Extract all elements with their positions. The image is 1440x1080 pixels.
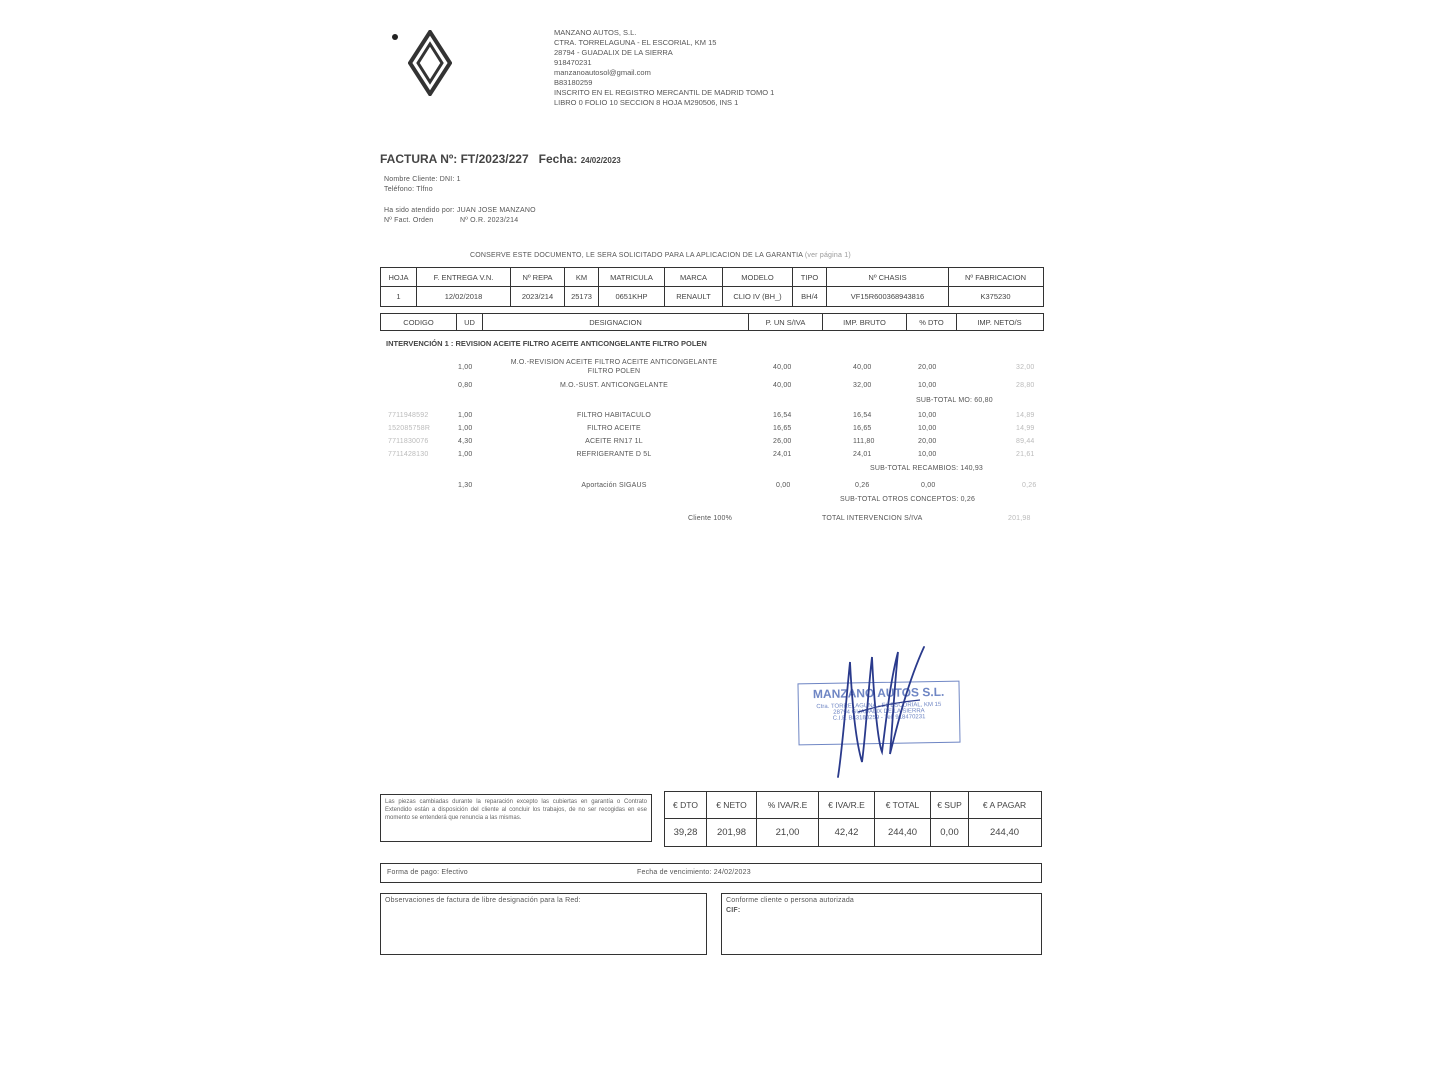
totals-table	[664, 791, 1042, 847]
subtotal-other: SUB-TOTAL OTROS CONCEPTOS: 0,26	[840, 496, 976, 503]
part-code: 152085758R	[388, 425, 431, 432]
stamp-name: MANZANO AUTOS S.L.	[812, 684, 945, 702]
vehicle-data-cell: RENAULT	[665, 287, 723, 306]
warranty-note	[470, 252, 851, 259]
subtotal-parts: SUB-TOTAL RECAMBIOS: 140,93	[870, 465, 984, 472]
vehicle-header-cell: MODELO	[723, 268, 793, 286]
vehicle-header-cell: MARCA	[665, 268, 723, 286]
totals-value-cell: 201,98	[707, 819, 757, 846]
part-net: 14,89	[1016, 412, 1035, 419]
part-code: 7711830076	[388, 438, 429, 445]
total-intervention-label: TOTAL INTERVENCION S/IVA	[822, 515, 923, 522]
conformity-label: Conforme cliente o persona autorizada	[726, 897, 855, 904]
totals-header-cell: € A PAGAR	[982, 800, 1027, 810]
totals-value-cell: 42,42	[819, 819, 875, 846]
part-price: 16,54	[773, 412, 792, 419]
labor-gross: 40,00	[853, 364, 872, 371]
part-desc: ACEITE RN17 1L	[585, 438, 643, 445]
part-price: 16,65	[773, 425, 792, 432]
part-gross: 24,01	[853, 451, 872, 458]
labor-dto: 20,00	[918, 364, 937, 371]
other-desc: Aportación SIGAUS	[581, 482, 647, 489]
part-net: 89,44	[1016, 438, 1035, 445]
totals-header-cell: € IVA/R.E	[819, 792, 875, 818]
part-code: 7711948592	[388, 412, 429, 419]
items-header-cell: UD	[457, 314, 483, 330]
vehicle-header-cell: Nº REPA	[511, 268, 565, 286]
items-header-cell: P. UN S/IVA	[749, 314, 823, 330]
disclaimer-box	[380, 794, 652, 842]
items-header-cell: IMP. BRUTO	[823, 314, 907, 330]
part-price: 24,01	[773, 451, 792, 458]
totals-header-cell: € SUP	[931, 792, 969, 818]
labor-ud: 0,80	[458, 382, 473, 389]
other-price: 0,00	[776, 482, 791, 489]
phone-line: Teléfono: Tlfno	[384, 186, 433, 193]
vehicle-header-cell: MATRICULA	[599, 268, 665, 286]
items-header-cell: DESIGNACION	[483, 314, 749, 330]
due-date: Fecha de vencimiento: 24/02/2023	[637, 869, 751, 876]
vehicle-header-row	[381, 268, 1043, 286]
items-header-cell: IMP. NETO/S	[977, 317, 1022, 327]
totals-header-cell: % IVA/R.E	[757, 792, 819, 818]
stamp-line2: 28794 GUADALIX DE LA SIERRA	[833, 708, 925, 716]
part-net: 14,99	[1016, 425, 1035, 432]
part-dto: 10,00	[918, 451, 937, 458]
part-gross: 16,54	[853, 412, 872, 419]
client-pct: Cliente 100%	[688, 515, 733, 522]
part-desc: REFRIGERANTE D 5L	[576, 451, 652, 458]
totals-value-cell: 0,00	[931, 819, 969, 846]
part-code: 7711428130	[388, 451, 429, 458]
company-registry1: INSCRITO EN EL REGISTRO MERCANTIL DE MADRID TOMO 1	[554, 88, 775, 97]
vehicle-data-cell: 0651KHP	[599, 287, 665, 306]
payment-method: Forma de pago: Efectivo	[387, 869, 468, 876]
part-net: 21,61	[1016, 451, 1035, 458]
vehicle-data-cell: BH/4	[793, 287, 827, 306]
totals-header-cell: € DTO	[665, 792, 707, 818]
other-gross: 0,26	[855, 482, 870, 489]
vehicle-data-cell: 25173	[565, 287, 599, 306]
items-header-cell: % DTO	[907, 314, 957, 330]
labor-dto: 10,00	[918, 382, 937, 389]
observations-label: Observaciones de factura de libre designación para la Red:	[385, 897, 581, 904]
items-header-cell: CODIGO	[381, 314, 457, 330]
part-ud: 1,00	[458, 425, 473, 432]
vehicle-header-cell: KM	[565, 268, 599, 286]
vehicle-table	[380, 267, 1044, 307]
company-phone: 918470231	[554, 58, 592, 67]
company-header	[554, 28, 774, 108]
invoice-page	[348, 12, 1050, 1074]
payment-box	[380, 863, 1042, 883]
other-net: 0,26	[1022, 482, 1037, 489]
part-ud: 4,30	[458, 438, 473, 445]
invoice-date-label: Fecha:	[538, 152, 578, 166]
vehicle-data-cell: 2023/214	[511, 287, 565, 306]
vehicle-data-cell: K375230	[980, 292, 1011, 301]
part-dto: 10,00	[918, 425, 937, 432]
vehicle-header-cell: F. ENTREGA V.N.	[417, 268, 511, 286]
signature	[828, 642, 938, 782]
totals-value-cell: 244,40	[989, 827, 1020, 838]
vehicle-data-row	[381, 287, 1043, 306]
invoice-date: 24/02/2023	[580, 156, 621, 165]
intervention-title: INTERVENCIÓN 1 : REVISION ACEITE FILTRO ACEITE ANTICONGELANTE FILTRO POLEN	[386, 339, 707, 348]
totals-value-cell: 39,28	[665, 819, 707, 846]
part-ud: 1,00	[458, 412, 473, 419]
vehicle-data-cell: VF15R600368943816	[827, 287, 949, 306]
items-header	[380, 313, 1044, 331]
part-desc: FILTRO ACEITE	[587, 425, 641, 432]
labor-desc: M.O.-REVISION ACEITE FILTRO ACEITE ANTICONGELANTE	[510, 359, 718, 366]
warranty-note-small: (ver página 1)	[804, 252, 851, 259]
part-price: 26,00	[773, 438, 792, 445]
part-gross: 16,65	[853, 425, 872, 432]
company-registry2: LIBRO 0 FOLIO 10 SECCION 8 HOJA M290506, INS 1	[554, 98, 739, 107]
labor-desc-2: FILTRO POLEN	[587, 368, 641, 375]
vehicle-header-cell: TIPO	[793, 268, 827, 286]
part-desc: FILTRO HABITACULO	[577, 412, 651, 419]
conformity-cif: CIF:	[726, 907, 741, 914]
labor-price: 40,00	[773, 382, 792, 389]
company-address2: 28794 - GUADALIX DE LA SIERRA	[554, 48, 673, 57]
ref-line: Nº Fact. Orden	[384, 217, 434, 224]
labor-price: 40,00	[773, 364, 792, 371]
part-dto: 10,00	[918, 412, 937, 419]
scan-dot	[392, 34, 398, 40]
stamp-line3: C.I.F. B83180259 - Tel. 918470231	[832, 714, 926, 722]
or-line: Nº O.R. 2023/214	[460, 217, 519, 224]
conformity-box	[721, 893, 1042, 955]
attended-by: Ha sido atendido por: JUAN JOSE MANZANO	[384, 207, 536, 214]
labor-desc: M.O.-SUST. ANTICONGELANTE	[559, 382, 669, 389]
company-name: MANZANO AUTOS, S.L.	[554, 28, 637, 37]
warranty-note-text: CONSERVE ESTE DOCUMENTO, LE SERA SOLICITADO PARA LA APLICACION DE LA GARANTIA	[470, 252, 803, 259]
vehicle-header-cell: Nº CHASIS	[827, 268, 949, 286]
part-dto: 20,00	[918, 438, 937, 445]
disclaimer-text: Las piezas cambiadas durante la reparación excepto las cubiertas en garantía o Contrato Extendido están a disposición del cliente al concluir los trabajos, de no ser recogidas en ese momento se entenderá que renuncia a las mismas.	[385, 799, 647, 821]
labor-net: 32,00	[1016, 364, 1035, 371]
other-dto: 0,00	[921, 482, 936, 489]
renault-logo-icon	[408, 30, 452, 96]
vehicle-data-cell: 1	[381, 287, 417, 306]
other-ud: 1,30	[458, 482, 473, 489]
labor-net: 28,80	[1016, 382, 1035, 389]
total-intervention-value: 201,98	[1008, 515, 1031, 522]
labor-gross: 32,00	[853, 382, 872, 389]
vehicle-data-cell: 12/02/2018	[417, 287, 511, 306]
company-email: manzanoautosol@gmail.com	[554, 68, 651, 77]
vehicle-header-cell: Nº FABRICACION	[964, 272, 1027, 282]
totals-value-cell: 244,40	[875, 819, 931, 846]
vehicle-data-cell: CLIO IV (BH_)	[723, 287, 793, 306]
part-ud: 1,00	[458, 451, 473, 458]
totals-header-cell: € TOTAL	[875, 792, 931, 818]
invoice-title	[380, 152, 621, 166]
vehicle-header-cell: HOJA	[381, 268, 417, 286]
labor-ud: 1,00	[458, 364, 473, 371]
company-address1: CTRA. TORRELAGUNA - EL ESCORIAL, KM 15	[554, 38, 717, 47]
stamp-line1: Ctra. TORRELAGUNA - EL ESCORIAL, KM 15	[816, 701, 942, 711]
client-line: Nombre Cliente: DNI: 1	[384, 176, 461, 183]
totals-header-cell: € NETO	[707, 792, 757, 818]
subtotal-mo: SUB-TOTAL MO: 60,80	[916, 397, 993, 404]
company-cif: B83180259	[554, 78, 593, 87]
invoice-number: FACTURA Nº: FT/2023/227	[380, 152, 529, 166]
totals-value-cell: 21,00	[757, 819, 819, 846]
observations-box	[380, 893, 707, 955]
part-gross: 111,80	[853, 438, 875, 445]
